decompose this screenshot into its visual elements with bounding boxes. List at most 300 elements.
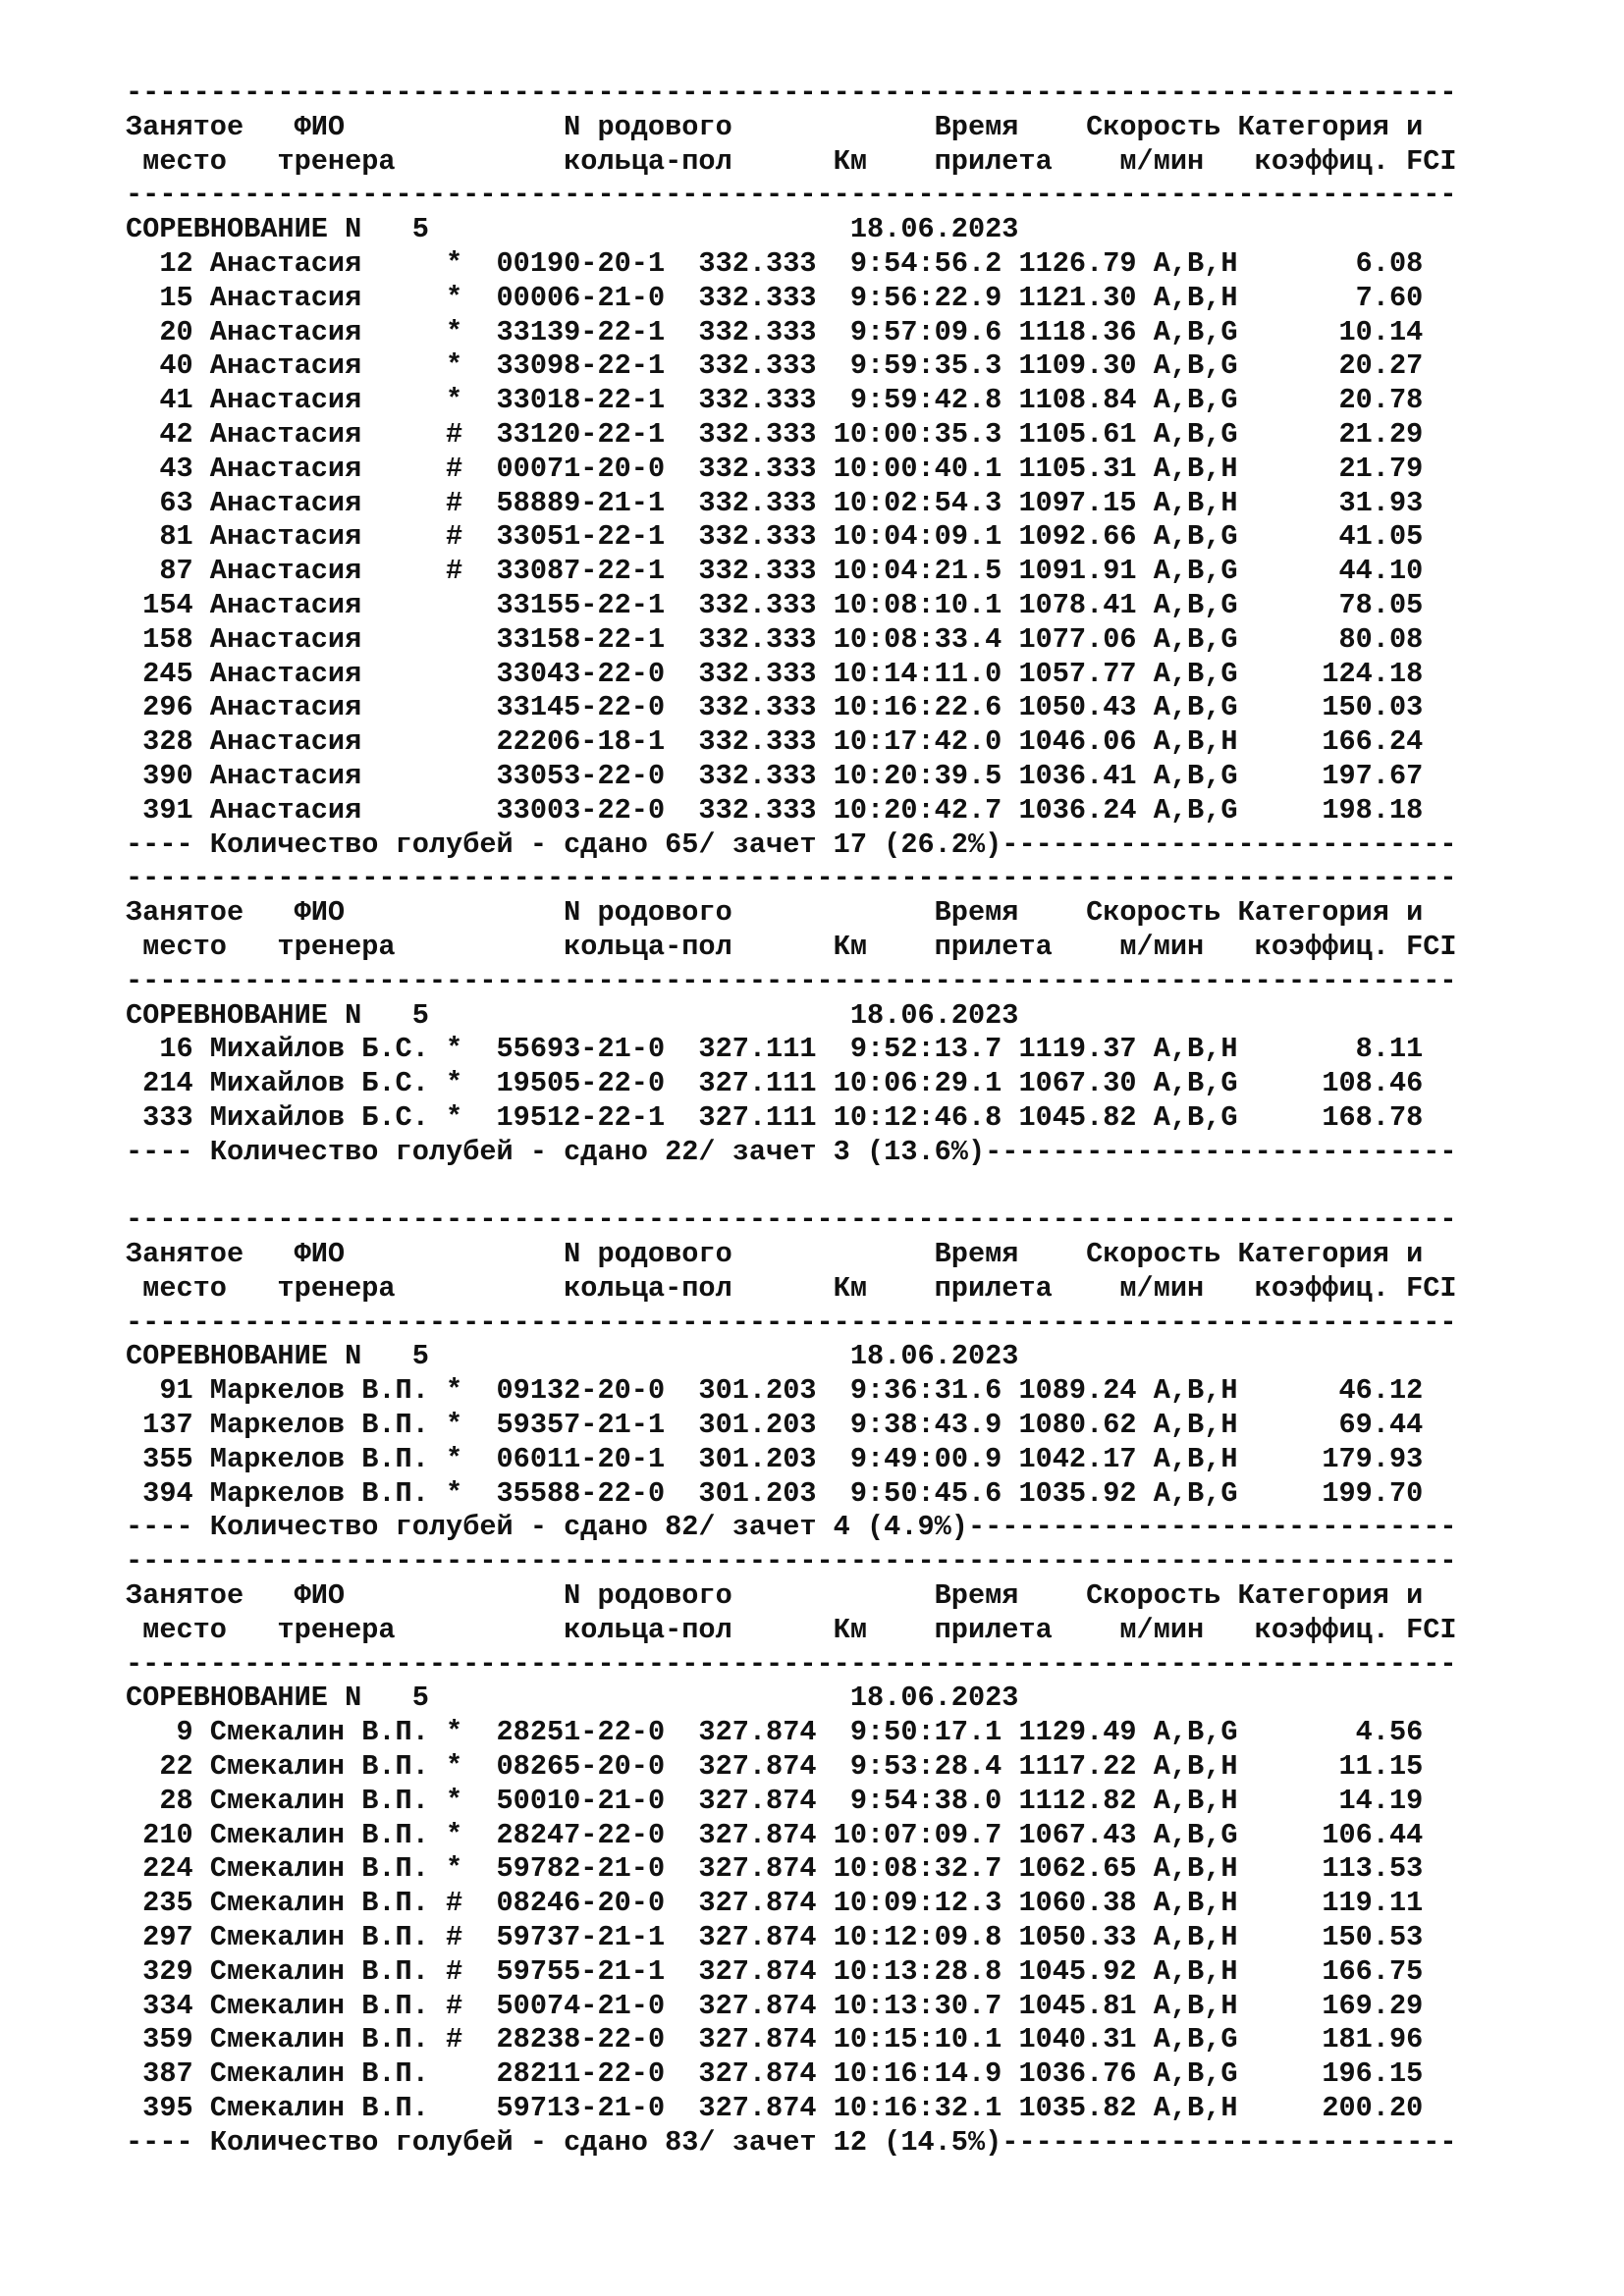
ring-number-cell: 59755-21-1 <box>496 1954 682 1988</box>
speed-cell: 1036.24 <box>1018 793 1154 827</box>
ring-number-cell: 33098-22-1 <box>496 349 682 383</box>
distance-cell: 327.874 <box>681 1989 834 2022</box>
distance-cell: 332.333 <box>681 725 834 759</box>
distance-cell: 332.333 <box>681 793 834 827</box>
divider: ------------------------------------------------------------------------------- <box>126 1203 1457 1237</box>
speed-cell: 1091.91 <box>1018 555 1154 588</box>
trainer-name-cell: Михайлов Б.С. <box>209 1100 447 1134</box>
place-cell: 40 <box>126 349 210 383</box>
speed-cell: 1078.41 <box>1018 588 1154 621</box>
arrival-time-cell: 9:53:28.4 <box>833 1750 1019 1784</box>
column-header-line-2: место тренера кольца-пол Км прилета м/мин коэффиц. FCI <box>126 1271 1457 1305</box>
place-cell: 15 <box>126 281 210 314</box>
speed-cell: 1092.66 <box>1018 520 1154 554</box>
ring-number-cell: 55693-21-0 <box>496 1033 682 1066</box>
distance-cell: 327.874 <box>681 2057 834 2091</box>
ring-number-cell: 33003-22-0 <box>496 793 682 827</box>
result-row <box>126 1067 1457 1101</box>
distance-cell: 327.874 <box>681 1954 834 1988</box>
arrival-time-cell: 10:12:09.8 <box>833 1921 1019 1954</box>
distance-cell: 327.874 <box>681 1921 834 1954</box>
fci-cell: 106.44 <box>1237 1818 1424 1851</box>
trainer-name-cell: Анастасия <box>209 349 447 383</box>
mark-cell: # <box>446 1887 497 1920</box>
fci-cell: 168.78 <box>1237 1100 1424 1134</box>
trainer-name-cell: Смекалин В.П. <box>209 2057 447 2091</box>
speed-cell: 1057.77 <box>1018 657 1154 690</box>
trainer-name-cell: Смекалин В.П. <box>209 1750 447 1784</box>
distance-cell: 332.333 <box>681 520 834 554</box>
summary-prefix: ---- <box>126 828 210 861</box>
trainer-name-cell: Смекалин В.П. <box>209 1887 447 1920</box>
result-row <box>126 1716 1457 1750</box>
arrival-time-cell: 9:56:22.9 <box>833 281 1019 314</box>
place-cell: 81 <box>126 520 210 554</box>
distance-cell: 332.333 <box>681 588 834 621</box>
trainer-name-cell: Смекалин В.П. <box>209 1921 447 1954</box>
distance-cell: 327.874 <box>681 2023 834 2056</box>
fci-cell: 69.44 <box>1237 1409 1424 1442</box>
mark-cell: * <box>446 1476 497 1510</box>
mark-cell: * <box>446 1409 497 1442</box>
divider: ------------------------------------------------------------------------------- <box>126 964 1457 997</box>
trainer-name-cell: Анастасия <box>209 725 447 759</box>
speed-cell: 1045.92 <box>1018 1954 1154 1988</box>
distance-cell: 332.333 <box>681 384 834 417</box>
arrival-time-cell: 10:20:42.7 <box>833 793 1019 827</box>
place-cell: 22 <box>126 1750 210 1784</box>
speed-cell: 1035.92 <box>1018 1476 1154 1510</box>
trainer-name-cell: Анастасия <box>209 793 447 827</box>
mark-cell: # <box>446 417 497 451</box>
speed-cell: 1118.36 <box>1018 315 1154 348</box>
place-cell: 137 <box>126 1409 210 1442</box>
result-row <box>126 2023 1457 2057</box>
trainer-name-cell: Смекалин В.П. <box>209 1954 447 1988</box>
speed-cell: 1050.43 <box>1018 691 1154 724</box>
competition-line <box>126 1340 1457 1374</box>
arrival-time-cell: 10:04:21.5 <box>833 555 1019 588</box>
place-cell: 394 <box>126 1476 210 1510</box>
place-cell: 20 <box>126 315 210 348</box>
category-cell: A,B,H <box>1153 1954 1238 1988</box>
mark-cell: * <box>446 315 497 348</box>
mark-cell: # <box>446 1954 497 1988</box>
speed-cell: 1080.62 <box>1018 1409 1154 1442</box>
ring-number-cell: 19505-22-0 <box>496 1067 682 1100</box>
mark-cell: * <box>446 246 497 280</box>
result-row <box>126 725 1457 760</box>
distance-cell: 327.111 <box>681 1067 834 1100</box>
summary-line <box>126 828 1457 863</box>
speed-cell: 1105.31 <box>1018 452 1154 485</box>
category-cell: A,B,G <box>1153 2023 1238 2056</box>
place-cell: 297 <box>126 1921 210 1954</box>
column-header-line-2: место тренера кольца-пол Км прилета м/мин коэффиц. FCI <box>126 1613 1457 1646</box>
arrival-time-cell: 10:16:32.1 <box>833 2092 1019 2125</box>
category-cell: A,B,G <box>1153 1716 1238 1749</box>
arrival-time-cell: 10:08:10.1 <box>833 588 1019 621</box>
trainer-name-cell: Анастасия <box>209 281 447 314</box>
mark-cell: # <box>446 520 497 554</box>
ring-number-cell: 35588-22-0 <box>496 1476 682 1510</box>
speed-cell: 1121.30 <box>1018 281 1154 314</box>
ring-number-cell: 09132-20-0 <box>496 1374 682 1408</box>
trainer-name-cell: Михайлов Б.С. <box>209 1033 447 1066</box>
ring-number-cell: 59782-21-0 <box>496 1852 682 1886</box>
competition-date: 18.06.2023 <box>849 998 1019 1032</box>
summary-text: Количество голубей - сдано 65/ зачет 17 (26.2%) <box>209 828 1002 861</box>
trainer-name-cell: Анастасия <box>209 520 447 554</box>
arrival-time-cell: 10:13:30.7 <box>833 1989 1019 2022</box>
column-header-line-1: Занятое ФИО N родового Время Скорость Категория и <box>126 896 1424 930</box>
result-row <box>126 760 1457 794</box>
mark-cell <box>446 691 496 723</box>
fci-cell: 20.27 <box>1237 349 1424 383</box>
arrival-time-cell: 10:04:09.1 <box>833 520 1019 554</box>
arrival-time-cell: 10:12:46.8 <box>833 1100 1019 1134</box>
arrival-time-cell: 10:20:39.5 <box>833 759 1019 792</box>
trainer-name-cell: Смекалин В.П. <box>209 1784 447 1817</box>
category-cell: A,B,H <box>1153 1989 1238 2022</box>
fci-cell: 181.96 <box>1237 2023 1424 2056</box>
trainer-name-cell: Анастасия <box>209 622 447 656</box>
result-row <box>126 1443 1457 1477</box>
category-cell: A,B,G <box>1153 315 1238 348</box>
mark-cell <box>446 2057 496 2090</box>
speed-cell: 1067.30 <box>1018 1067 1154 1100</box>
fci-cell: 14.19 <box>1237 1784 1424 1817</box>
category-cell: A,B,H <box>1153 1887 1238 1920</box>
arrival-time-cell: 10:00:35.3 <box>833 417 1019 451</box>
arrival-time-cell: 9:52:13.7 <box>833 1033 1019 1066</box>
mark-cell: * <box>446 1442 497 1475</box>
speed-cell: 1046.06 <box>1018 725 1154 759</box>
category-cell: A,B,H <box>1153 452 1238 485</box>
speed-cell: 1109.30 <box>1018 349 1154 383</box>
distance-cell: 301.203 <box>681 1442 834 1475</box>
distance-cell: 327.874 <box>681 1716 834 1749</box>
arrival-time-cell: 10:17:42.0 <box>833 725 1019 759</box>
distance-cell: 332.333 <box>681 417 834 451</box>
place-cell: 214 <box>126 1067 210 1100</box>
distance-cell: 332.333 <box>681 281 834 314</box>
category-cell: A,B,G <box>1153 691 1238 724</box>
summary-text: Количество голубей - сдано 83/ зачет 12 (14.5%) <box>209 2125 1002 2159</box>
distance-cell: 332.333 <box>681 759 834 792</box>
summary-fill: --------------------------- <box>1001 2125 1457 2159</box>
mark-cell: # <box>446 2023 497 2056</box>
result-row <box>126 1852 1457 1887</box>
category-cell: A,B,G <box>1153 793 1238 827</box>
trainer-name-cell: Анастасия <box>209 246 447 280</box>
distance-cell: 327.874 <box>681 1784 834 1817</box>
trainer-name-cell: Анастасия <box>209 486 447 519</box>
ring-number-cell: 06011-20-1 <box>496 1442 682 1475</box>
arrival-time-cell: 10:13:28.8 <box>833 1954 1019 1988</box>
ring-number-cell: 00071-20-0 <box>496 452 682 485</box>
arrival-time-cell: 9:54:56.2 <box>833 246 1019 280</box>
trainer-name-cell: Смекалин В.П. <box>209 1716 447 1749</box>
competition-title: СОРЕВНОВАНИЕ N 5 <box>126 213 850 246</box>
category-cell: A,B,H <box>1153 1409 1238 1442</box>
summary-line <box>126 1511 1457 1545</box>
summary-prefix: ---- <box>126 1135 210 1168</box>
mark-cell: * <box>446 1818 497 1851</box>
ring-number-cell: 28247-22-0 <box>496 1818 682 1851</box>
result-row <box>126 520 1457 555</box>
result-row <box>126 658 1457 692</box>
ring-number-cell: 33120-22-1 <box>496 417 682 451</box>
fci-cell: 196.15 <box>1237 2057 1424 2091</box>
distance-cell: 327.874 <box>681 1887 834 1920</box>
competition-line <box>126 999 1457 1034</box>
result-row <box>126 349 1457 384</box>
mark-cell <box>446 589 496 621</box>
arrival-time-cell: 10:14:11.0 <box>833 657 1019 690</box>
arrival-time-cell: 10:08:32.7 <box>833 1852 1019 1886</box>
arrival-time-cell: 9:59:35.3 <box>833 349 1019 383</box>
ring-number-cell: 50074-21-0 <box>496 1989 682 2022</box>
result-row <box>126 589 1457 623</box>
result-row <box>126 453 1457 487</box>
category-cell: A,B,G <box>1153 417 1238 451</box>
fci-cell: 119.11 <box>1237 1887 1424 1920</box>
speed-cell: 1045.82 <box>1018 1100 1154 1134</box>
competition-title: СОРЕВНОВАНИЕ N 5 <box>126 998 850 1032</box>
place-cell: 28 <box>126 1784 210 1817</box>
fci-cell: 21.79 <box>1237 452 1424 485</box>
result-row <box>126 1887 1457 1921</box>
place-cell: 359 <box>126 2023 210 2056</box>
column-header-line-1: Занятое ФИО N родового Время Скорость Категория и <box>126 1238 1424 1271</box>
mark-cell: * <box>446 1374 497 1408</box>
place-cell: 391 <box>126 793 210 827</box>
trainer-name-cell: Смекалин В.П. <box>209 1989 447 2022</box>
trainer-name-cell: Анастасия <box>209 759 447 792</box>
place-cell: 235 <box>126 1887 210 1920</box>
arrival-time-cell: 10:02:54.3 <box>833 486 1019 519</box>
mark-cell: * <box>446 1750 497 1784</box>
fci-cell: 31.93 <box>1237 486 1424 519</box>
distance-cell: 327.111 <box>681 1100 834 1134</box>
speed-cell: 1036.41 <box>1018 759 1154 792</box>
arrival-time-cell: 9:59:42.8 <box>833 384 1019 417</box>
category-cell: A,B,H <box>1153 281 1238 314</box>
trainer-name-cell: Анастасия <box>209 315 447 348</box>
trainer-name-cell: Маркелов В.П. <box>209 1374 447 1408</box>
fci-cell: 80.08 <box>1237 622 1424 656</box>
trainer-name-cell: Анастасия <box>209 384 447 417</box>
ring-number-cell: 22206-18-1 <box>496 725 682 759</box>
trainer-name-cell: Смекалин В.П. <box>209 2092 447 2125</box>
competition-date: 18.06.2023 <box>849 213 1019 246</box>
place-cell: 42 <box>126 417 210 451</box>
place-cell: 43 <box>126 452 210 485</box>
trainer-name-cell: Маркелов В.П. <box>209 1476 447 1510</box>
trainer-name-cell: Михайлов Б.С. <box>209 1067 447 1100</box>
arrival-time-cell: 9:36:31.6 <box>833 1374 1019 1408</box>
category-cell: A,B,G <box>1153 1067 1238 1100</box>
fci-cell: 46.12 <box>1237 1374 1424 1408</box>
category-cell: A,B,G <box>1153 622 1238 656</box>
ring-number-cell: 33158-22-1 <box>496 622 682 656</box>
speed-cell: 1126.79 <box>1018 246 1154 280</box>
arrival-time-cell: 9:50:45.6 <box>833 1476 1019 1510</box>
result-row <box>126 691 1457 725</box>
divider: ------------------------------------------------------------------------------- <box>126 1545 1457 1578</box>
fci-cell: 41.05 <box>1237 520 1424 554</box>
result-row <box>126 2092 1457 2126</box>
column-header-line-2: место тренера кольца-пол Км прилета м/мин коэффиц. FCI <box>126 930 1457 963</box>
distance-cell: 327.874 <box>681 2092 834 2125</box>
place-cell: 87 <box>126 555 210 588</box>
speed-cell: 1097.15 <box>1018 486 1154 519</box>
fci-cell: 179.93 <box>1237 1442 1424 1475</box>
trainer-name-cell: Анастасия <box>209 657 447 690</box>
result-row <box>126 623 1457 658</box>
summary-fill: --------------------------- <box>1001 828 1457 861</box>
arrival-time-cell: 9:38:43.9 <box>833 1409 1019 1442</box>
speed-cell: 1050.33 <box>1018 1921 1154 1954</box>
category-cell: A,B,G <box>1153 1818 1238 1851</box>
mark-cell: * <box>446 349 497 383</box>
place-cell: 16 <box>126 1033 210 1066</box>
ring-number-cell: 28251-22-0 <box>496 1716 682 1749</box>
mark-cell <box>446 760 496 792</box>
ring-number-cell: 50010-21-0 <box>496 1784 682 1817</box>
result-row <box>126 1785 1457 1819</box>
category-cell: A,B,H <box>1153 2092 1238 2125</box>
arrival-time-cell: 9:49:00.9 <box>833 1442 1019 1475</box>
summary-prefix: ---- <box>126 1511 210 1544</box>
divider: ------------------------------------------------------------------------------- <box>126 1306 1457 1339</box>
result-row <box>126 418 1457 453</box>
distance-cell: 332.333 <box>681 486 834 519</box>
mark-cell <box>446 658 496 690</box>
speed-cell: 1060.38 <box>1018 1887 1154 1920</box>
speed-cell: 1036.76 <box>1018 2057 1154 2091</box>
mark-cell <box>446 623 496 656</box>
divider: ------------------------------------------------------------------------------- <box>126 77 1457 109</box>
result-row <box>126 794 1457 828</box>
fci-cell: 124.18 <box>1237 657 1424 690</box>
mark-cell: # <box>446 555 497 588</box>
ring-number-cell: 33018-22-1 <box>496 384 682 417</box>
fci-cell: 199.70 <box>1237 1476 1424 1510</box>
fci-cell: 20.78 <box>1237 384 1424 417</box>
speed-cell: 1117.22 <box>1018 1750 1154 1784</box>
distance-cell: 327.874 <box>681 1750 834 1784</box>
competition-title: СОРЕВНОВАНИЕ N 5 <box>126 1340 850 1373</box>
competition-title: СОРЕВНОВАНИЕ N 5 <box>126 1682 850 1715</box>
trainer-name-cell: Смекалин В.П. <box>209 1818 447 1851</box>
arrival-time-cell: 10:15:10.1 <box>833 2023 1019 2056</box>
category-cell: A,B,H <box>1153 1442 1238 1475</box>
fci-cell: 200.20 <box>1237 2092 1424 2125</box>
category-cell: A,B,G <box>1153 555 1238 588</box>
summary-line <box>126 2126 1457 2161</box>
place-cell: 387 <box>126 2057 210 2091</box>
place-cell: 63 <box>126 486 210 519</box>
category-cell: A,B,H <box>1153 486 1238 519</box>
place-cell: 158 <box>126 622 210 656</box>
divider: ------------------------------------------------------------------------------- <box>126 862 1457 895</box>
ring-number-cell: 33051-22-1 <box>496 520 682 554</box>
summary-fill: ---------------------------- <box>985 1135 1457 1168</box>
arrival-time-cell: 10:00:40.1 <box>833 452 1019 485</box>
speed-cell: 1062.65 <box>1018 1852 1154 1886</box>
arrival-time-cell: 10:07:09.7 <box>833 1818 1019 1851</box>
trainer-name-cell: Анастасия <box>209 555 447 588</box>
fci-cell: 197.67 <box>1237 759 1424 792</box>
ring-number-cell: 00190-20-1 <box>496 246 682 280</box>
mark-cell: * <box>446 1100 497 1134</box>
result-row <box>126 1033 1457 1067</box>
ring-number-cell: 33139-22-1 <box>496 315 682 348</box>
place-cell: 9 <box>126 1716 210 1749</box>
speed-cell: 1129.49 <box>1018 1716 1154 1749</box>
category-cell: A,B,G <box>1153 520 1238 554</box>
ring-number-cell: 59357-21-1 <box>496 1409 682 1442</box>
summary-line <box>126 1136 1457 1170</box>
result-row <box>126 555 1457 589</box>
category-cell: A,B,H <box>1153 1784 1238 1817</box>
distance-cell: 327.874 <box>681 1852 834 1886</box>
speed-cell: 1119.37 <box>1018 1033 1154 1066</box>
distance-cell: 332.333 <box>681 349 834 383</box>
result-row <box>126 1955 1457 1990</box>
ring-number-cell: 59713-21-0 <box>496 2092 682 2125</box>
result-row <box>126 2057 1457 2092</box>
result-row <box>126 1819 1457 1853</box>
place-cell: 329 <box>126 1954 210 1988</box>
summary-text: Количество голубей - сдано 82/ зачет 4 (4.9%) <box>209 1511 968 1544</box>
arrival-time-cell: 10:16:14.9 <box>833 2057 1019 2091</box>
ring-number-cell: 08265-20-0 <box>496 1750 682 1784</box>
arrival-time-cell: 10:06:29.1 <box>833 1067 1019 1100</box>
distance-cell: 332.333 <box>681 246 834 280</box>
place-cell: 245 <box>126 657 210 690</box>
place-cell: 328 <box>126 725 210 759</box>
competition-date: 18.06.2023 <box>849 1682 1019 1715</box>
fci-cell: 11.15 <box>1237 1750 1424 1784</box>
fci-cell: 198.18 <box>1237 793 1424 827</box>
result-row <box>126 487 1457 521</box>
ring-number-cell: 28238-22-0 <box>496 2023 682 2056</box>
summary-fill: ----------------------------- <box>967 1511 1457 1544</box>
category-cell: A,B,H <box>1153 1852 1238 1886</box>
distance-cell: 301.203 <box>681 1374 834 1408</box>
ring-number-cell: 59737-21-1 <box>496 1921 682 1954</box>
fci-cell: 6.08 <box>1237 246 1424 280</box>
result-row <box>126 1477 1457 1512</box>
distance-cell: 332.333 <box>681 555 834 588</box>
category-cell: A,B,H <box>1153 1374 1238 1408</box>
result-row <box>126 247 1457 282</box>
place-cell: 296 <box>126 691 210 724</box>
distance-cell: 327.874 <box>681 1818 834 1851</box>
divider: ------------------------------------------------------------------------------- <box>126 1647 1457 1681</box>
result-row <box>126 316 1457 350</box>
ring-number-cell: 33053-22-0 <box>496 759 682 792</box>
competition-line <box>126 1682 1457 1716</box>
trainer-name-cell: Анастасия <box>209 691 447 724</box>
result-row <box>126 1409 1457 1443</box>
distance-cell: 332.333 <box>681 315 834 348</box>
column-header-line-2: место тренера кольца-пол Км прилета м/мин коэффиц. FCI <box>126 144 1457 178</box>
mark-cell: # <box>446 486 497 519</box>
